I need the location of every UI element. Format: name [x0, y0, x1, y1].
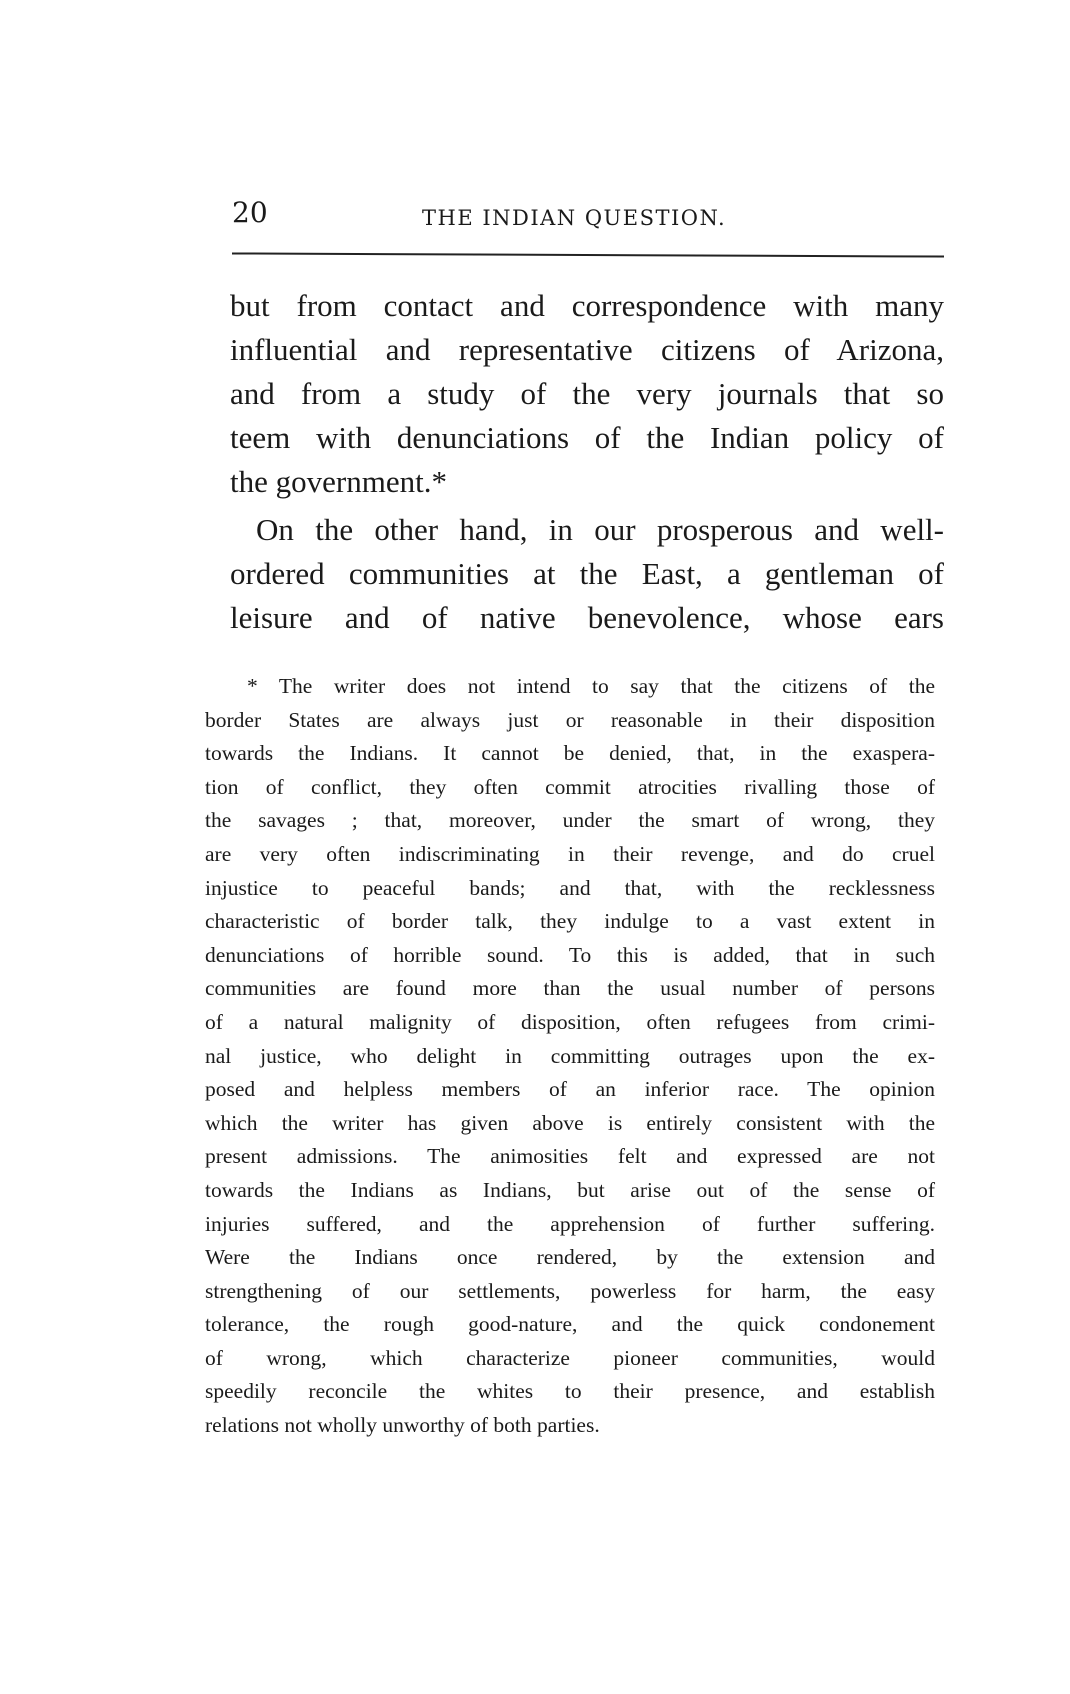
footnote-line: tion of conflict, they often commit atrocities rivalling those of: [205, 774, 935, 799]
footnote-line: of a natural malignity of disposition, often refugees from crimi-: [205, 1009, 935, 1034]
footnote-line: strengthening of our settlements, powerless for harm, the easy: [205, 1278, 935, 1303]
body-line: the government.*: [230, 464, 447, 499]
page-number: 20: [232, 196, 268, 229]
footnote: [205, 670, 935, 1443]
footnote-line: towards the Indians as Indians, but arise out of the sense of: [205, 1177, 935, 1202]
footnote-line: of wrong, which characterize pioneer communities, would: [205, 1345, 935, 1370]
footnote-line: present admissions. The animosities felt and expressed are not: [205, 1144, 935, 1169]
footnote-line: towards the Indians. It cannot be denied, that, in the exaspera-: [205, 741, 935, 766]
footnote-line: denunciations of horrible sound. To this is added, that in such: [205, 942, 935, 967]
body-line: influential and representative citizens of Arizona,: [230, 332, 944, 367]
footnote-line: Were the Indians once rendered, by the extension and: [205, 1245, 935, 1270]
body-line: ordered communities at the East, a gentleman of: [230, 556, 944, 591]
footnote-line: nal justice, who delight in committing outrages upon the ex-: [205, 1043, 935, 1068]
body-line: teem with denunciations of the Indian policy of: [230, 420, 944, 455]
body-line: On the other hand, in our prosperous and well-: [256, 512, 944, 547]
body-line: and from a study of the very journals that so: [230, 376, 944, 411]
body-line: leisure and of native benevolence, whose ears: [230, 600, 944, 635]
footnote-line: the savages ; that, moreover, under the smart of wrong, they: [205, 808, 935, 833]
footnote-line: are very often indiscriminating in their revenge, and do cruel: [205, 841, 935, 866]
body-text: [230, 284, 944, 640]
footnote-line: injustice to peaceful bands; and that, with the recklessness: [205, 875, 935, 900]
header-rule: [232, 252, 944, 257]
footnote-line: speedily reconcile the whites to their presence, and establish: [205, 1379, 935, 1404]
page-header: [232, 196, 944, 236]
footnote-line: relations not wholly unworthy of both parties.: [205, 1413, 600, 1438]
footnote-line: tolerance, the rough good-nature, and the quick condonement: [205, 1312, 935, 1337]
footnote-line: border States are always just or reasonable in their disposition: [205, 707, 935, 732]
running-title: THE INDIAN QUESTION.: [422, 206, 727, 230]
footnote-line: posed and helpless members of an inferior race. The opinion: [205, 1077, 935, 1102]
footnote-line: injuries suffered, and the apprehension of further suffering.: [205, 1211, 935, 1236]
footnote-line: which the writer has given above is entirely consistent with the: [205, 1110, 935, 1135]
footnote-line: communities are found more than the usual number of persons: [205, 976, 935, 1001]
footnote-line: characteristic of border talk, they indulge to a vast extent in: [205, 909, 935, 934]
footnote-line: * The writer does not intend to say that the citizens of the: [247, 674, 935, 698]
body-line: but from contact and correspondence with many: [230, 288, 944, 323]
